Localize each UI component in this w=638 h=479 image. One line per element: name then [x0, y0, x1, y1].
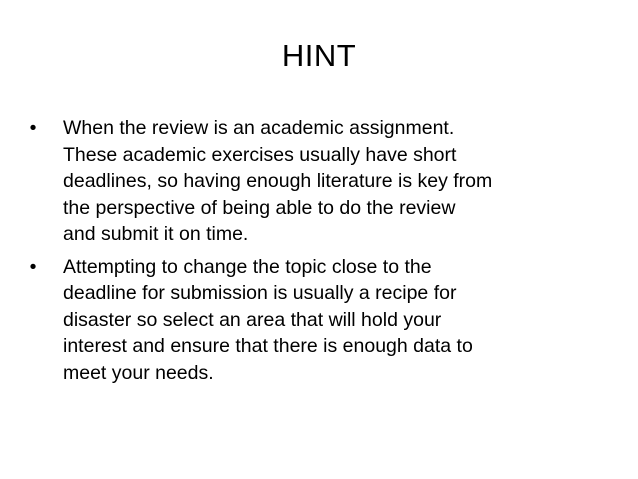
bullet-text-line: deadlines, so having enough literature is key from — [63, 170, 493, 192]
bullet-text-line: These academic exercises usually have short — [63, 143, 457, 166]
bullet-text-line: deadline for submission is usually a recipe for — [63, 282, 457, 304]
bullet-text-line: interest and ensure that there is enough data to — [63, 335, 473, 357]
bullet-text-line: the perspective of being able to do the review — [63, 196, 456, 219]
bullet-text-line: meet your needs. — [63, 361, 214, 384]
bullet-list — [26, 115, 606, 392]
bullet-item — [26, 115, 606, 248]
bullet-text-line: Attempting to change the topic close to the — [63, 255, 432, 278]
bullet-text-line: When the review is an academic assignment. — [63, 117, 455, 139]
bullet-dot-icon: • — [29, 117, 37, 139]
bullet-dot-icon: • — [29, 255, 37, 278]
slide-title: HINT — [281, 38, 357, 73]
bullet-item — [26, 254, 606, 387]
bullet-text-line: and submit it on time. — [63, 223, 249, 245]
bullet-text-line: disaster so select an area that will hold your — [63, 308, 442, 331]
